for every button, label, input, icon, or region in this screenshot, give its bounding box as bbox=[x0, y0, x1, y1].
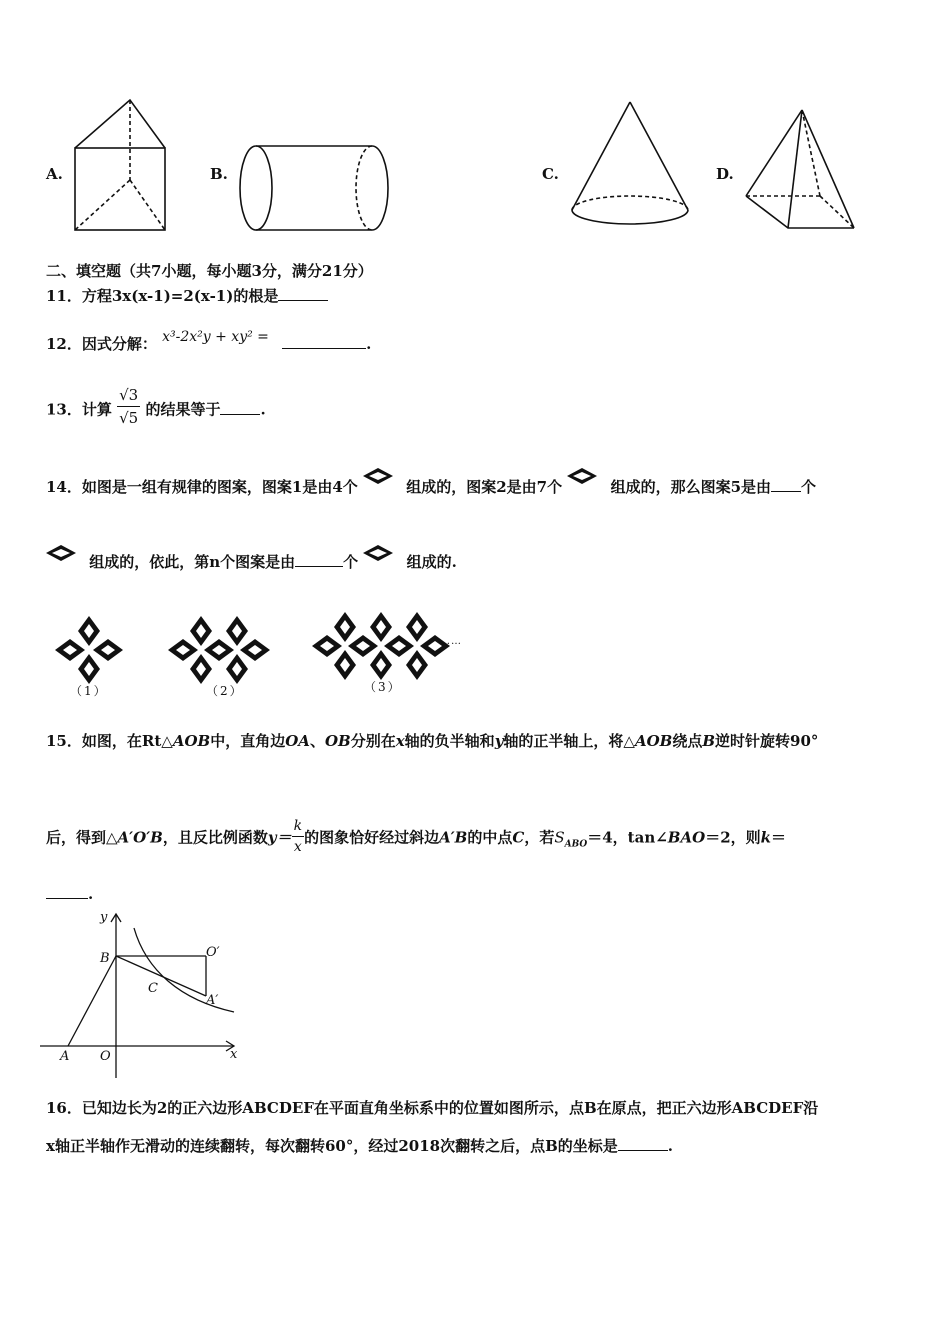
q15-u7: 的中点 bbox=[467, 828, 513, 847]
q11-text: 11．方程3x(x-1)=2(x-1)的根是 bbox=[46, 287, 279, 305]
fig-label-a-prime: A′ bbox=[206, 993, 219, 1008]
q13-fraction bbox=[117, 384, 140, 429]
q15-u8: C bbox=[512, 828, 525, 847]
question-12: 12．因式分解： x³-2x²y + xy² = . bbox=[46, 329, 372, 353]
q15-end: . bbox=[88, 885, 94, 903]
q15-t6: OB bbox=[324, 732, 351, 750]
q14-blank-1 bbox=[771, 477, 801, 492]
q13-prefix: 13．计算 bbox=[46, 400, 112, 419]
option-b-figure bbox=[234, 142, 394, 238]
pattern-ellipsis: …… bbox=[440, 636, 462, 647]
option-c-figure bbox=[568, 98, 694, 236]
q16-text: x轴正半轴作无滑动的连续翻转，每次翻转60°，经过2018次翻转之后，点B的坐标是 bbox=[46, 1137, 618, 1155]
q15-t7: 分别在 bbox=[350, 732, 396, 750]
fig-label-o-prime: O′ bbox=[206, 945, 220, 960]
q13-denominator: √5 bbox=[117, 406, 140, 429]
q15-t5: 、 bbox=[309, 732, 325, 750]
option-d-label: D. bbox=[716, 165, 734, 183]
q15-t1: 15．如图，在Rt△ bbox=[46, 732, 173, 750]
q14-text-6: 个 bbox=[343, 553, 359, 571]
fig-label-o: O bbox=[100, 1049, 111, 1064]
q15-u4: y＝ bbox=[267, 828, 292, 847]
fig-label-a: A bbox=[60, 1049, 70, 1064]
fig-label-x: x bbox=[230, 1047, 238, 1062]
q15-u1: 后，得到△ bbox=[46, 828, 118, 847]
q14-text-5: 组成的，依此，第n个图案是由 bbox=[89, 553, 296, 571]
q14-text-2: 组成的，图案2是由7个 bbox=[406, 478, 563, 496]
option-b-label: B. bbox=[210, 165, 228, 183]
q15-u11: ABO bbox=[564, 839, 588, 850]
q15-t12: AOB bbox=[634, 732, 673, 750]
q15-t2: AOB bbox=[172, 732, 211, 750]
q15-t4: OA bbox=[285, 732, 310, 750]
q15-u13: BAO bbox=[667, 828, 706, 847]
q15-u3: ，且反比例函数 bbox=[162, 828, 268, 847]
diamond-icon bbox=[567, 468, 597, 484]
q15-u9: ，若 bbox=[524, 828, 555, 847]
option-d-figure bbox=[740, 104, 862, 234]
q14-text-7: 组成的. bbox=[406, 553, 457, 571]
diamond-icon bbox=[363, 468, 393, 484]
question-14-line-1 bbox=[46, 476, 816, 497]
pattern-3 bbox=[318, 610, 444, 682]
q14-text-1: 14．如图是一组有规律的图案，图案1是由4个 bbox=[46, 478, 358, 496]
diamond-icon bbox=[363, 545, 393, 561]
q14-text-4: 个 bbox=[801, 478, 817, 496]
fig-label-b: B bbox=[100, 951, 110, 966]
q15-denominator: x bbox=[292, 836, 304, 857]
question-15-line-3 bbox=[46, 884, 93, 904]
q14-blank-2 bbox=[295, 552, 343, 567]
question-13: 13．计算 $\frac{√3}{√5}$ 的结果等于 . bbox=[46, 386, 266, 427]
q15-u2: A′O′B bbox=[117, 828, 163, 847]
q15-t3: 中，直角边 bbox=[210, 732, 286, 750]
pattern-1-caption: （1） bbox=[70, 684, 108, 698]
fig-label-y: y bbox=[100, 910, 108, 925]
pattern-2 bbox=[174, 614, 264, 686]
question-15-line-2 bbox=[46, 818, 786, 859]
question-16-line-1: 16．已知边长为2的正六边形ABCDEF在平面直角坐标系中的位置如图所示，点B在原点，把正六边形ABCDEF沿 bbox=[46, 1099, 819, 1117]
option-a-figure bbox=[70, 96, 170, 236]
question-15-line-1 bbox=[46, 731, 818, 751]
q16-blank bbox=[618, 1136, 668, 1151]
q15-u15: k bbox=[760, 828, 772, 847]
question-14-line-2 bbox=[46, 551, 457, 572]
q15-t13: 绕点 bbox=[672, 732, 703, 750]
q15-fraction bbox=[292, 816, 304, 857]
q15-figure bbox=[40, 908, 250, 1080]
q12-blank bbox=[282, 334, 366, 349]
q15-u6: A′B bbox=[439, 828, 468, 847]
q15-t8: x bbox=[395, 732, 405, 750]
q15-u10: S bbox=[554, 828, 565, 847]
question-16-line-2: x轴正半轴作无滑动的连续翻转，每次翻转60°，经过2018次翻转之后，点B的坐标是 . bbox=[46, 1137, 673, 1155]
q11-blank bbox=[278, 286, 328, 301]
pattern-1 bbox=[54, 614, 124, 686]
q14-text-3: 组成的，那么图案5是由 bbox=[610, 478, 772, 496]
q15-blank bbox=[46, 884, 88, 899]
q15-t11: 轴的正半轴上，将△ bbox=[503, 732, 635, 750]
section-heading: 二、填空题（共7小题，每小题3分，满分21分） bbox=[46, 262, 373, 280]
q15-u14: ＝2，则 bbox=[705, 828, 761, 847]
q15-u16: ＝ bbox=[771, 828, 787, 847]
q13-suffix: 的结果等于 bbox=[145, 400, 221, 419]
q13-numerator: √3 bbox=[119, 386, 139, 404]
q15-t9: 轴的负半轴和 bbox=[404, 732, 495, 750]
q15-t14: B bbox=[702, 732, 716, 750]
q15-t10: y bbox=[494, 732, 504, 750]
q15-t15: 逆时针旋转90° bbox=[715, 732, 819, 750]
q12-prefix: 12．因式分解： bbox=[46, 335, 157, 353]
option-c-label: C. bbox=[542, 165, 559, 183]
q15-numerator: k bbox=[293, 818, 303, 834]
question-11 bbox=[46, 286, 328, 306]
q15-u12: ＝4，tan∠ bbox=[587, 828, 668, 847]
pattern-3-caption: （3） bbox=[364, 680, 402, 694]
diamond-icon bbox=[46, 545, 76, 561]
q15-u5: 的图象恰好经过斜边 bbox=[304, 828, 440, 847]
option-a-label: A. bbox=[46, 165, 63, 183]
pattern-2-caption: （2） bbox=[206, 684, 244, 698]
q13-blank bbox=[220, 400, 260, 415]
q12-expression: x³-2x²y + xy² = bbox=[162, 329, 269, 345]
fig-label-c: C bbox=[148, 981, 158, 996]
